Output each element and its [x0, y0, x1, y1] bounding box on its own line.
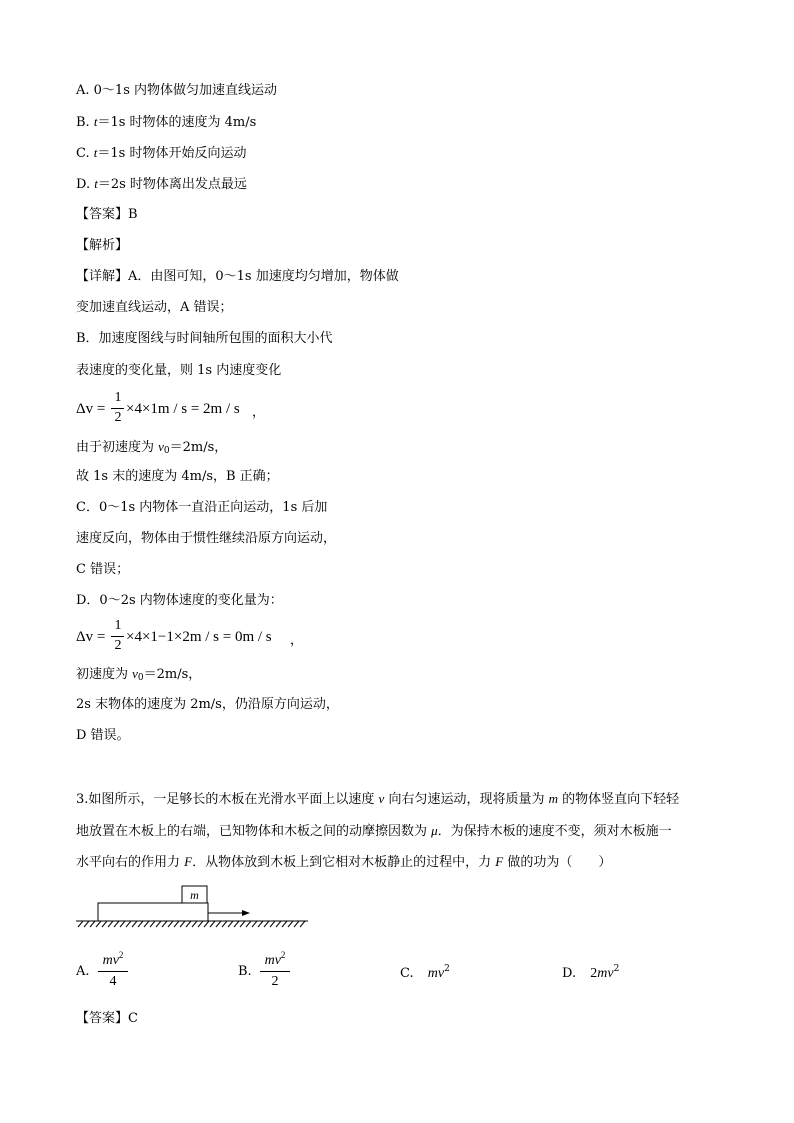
analysis-title: 【解析】 [76, 238, 129, 253]
explanation-line-4: 表速度的变化量，则 1s 内速度变化 [76, 363, 282, 378]
explanation-line-11: 初速度为 $v_0=2m/s$， [76, 666, 202, 683]
option3-b-fraction: $mv^2$ 2 [258, 950, 292, 994]
velocity-arrow-head [242, 910, 250, 916]
option3-a: A. [76, 964, 90, 979]
ground-hatching [78, 921, 305, 927]
explanation-line-5: 由于初速度为 $v_0=2m/s$， [76, 439, 228, 456]
question3-line-1: 3.如图所示，一足够长的木板在光滑水平面上以速度 v 向右匀速运动，现将质量为 m 的物体竖直向下轻轻 [76, 791, 680, 807]
option3-c: C. $mv^2$ [400, 964, 450, 981]
explanation-line-1: 【详解】A．由图可知，0～1s 加速度均匀增加，物体做 [76, 269, 399, 284]
option-d: D. t＝2s 时物体离出发点最远 [76, 176, 247, 192]
explanation-line-13: D 错误。 [76, 728, 130, 743]
option-b: B. t＝1s 时物体的速度为 4m/s [76, 114, 257, 130]
explanation-line-6: 故 1s 末的速度为 4m/s，B 正确； [76, 469, 279, 484]
question3-line-3: 水平向右的作用力 F．从物体放到木板上到它相对木板静止的过程中，力 F 做的功为（ ） [76, 854, 612, 870]
option3-d: D. $2mv^2$ [562, 964, 620, 981]
equation-delta-v-1: Δv = 1 2 ×4×1m / s = 2m / s ， [76, 390, 266, 425]
equation-delta-v-2: Δv = 1 2 ×4×1−1×2m / s = 0m / s ， [76, 618, 304, 653]
explanation-line-7: C．0～1s 内物体一直沿正向运动，1s 后加 [76, 500, 328, 515]
explanation-line-10: D．0～2s 内物体速度的变化量为： [76, 593, 283, 608]
wooden-board [98, 903, 208, 921]
explanation-line-12: 2s 末物体的速度为 2m/s，仍沿原方向运动， [76, 697, 339, 712]
answer-q2: 【答案】B [76, 207, 138, 222]
option-c: C. t＝1s 时物体开始反向运动 [76, 145, 247, 161]
explanation-line-2: 变加速直线运动，A 错误； [76, 300, 233, 315]
explanation-line-3: B．加速度图线与时间轴所包围的面积大小代 [76, 331, 333, 346]
option-a: A. 0～1s 内物体做匀加速直线运动 [76, 83, 277, 98]
explanation-line-9: C 错误； [76, 562, 130, 577]
answer-q3: 【答案】C [76, 1011, 138, 1026]
option3-b: B. [238, 964, 252, 979]
object-block-label: m [190, 888, 199, 902]
option3-a-fraction: $mv^2$ 4 [96, 950, 130, 994]
board-figure [74, 880, 314, 930]
question3-line-2: 地放置在木板上的右端，已知物体和木板之间的动摩擦因数为 μ．为保持木板的速度不变，须对木板施一 [76, 823, 672, 839]
explanation-line-8: 速度反向，物体由于惯性继续沿原方向运动， [76, 531, 337, 546]
